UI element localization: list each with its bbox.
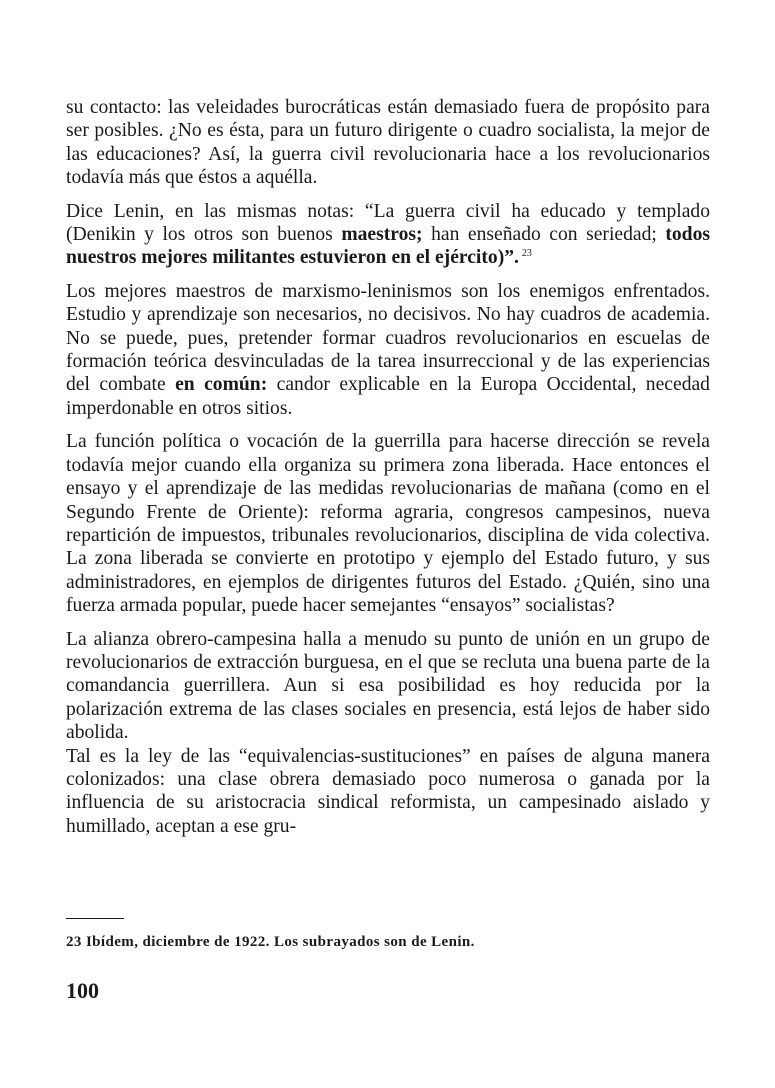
paragraph-3-text-b: candor explicable en la Europa Occidental, necedad imperdonable en otros sitios. — [66, 374, 710, 419]
paragraph-2-bold-b: todos nuestros mejores militantes estuvieron en el ejército)”. — [66, 224, 710, 269]
paragraph-6: Tal es la ley de las “equivalencias-sustituciones” en países de alguna manera colonizados: una clase obrera demasiado poco numerosa o ganada por la influencia de su aristocracia sindical reformista, un campesinado aislado y humillado, aceptan a ese gru- — [66, 745, 710, 837]
body-text — [66, 96, 710, 838]
paragraph-3-text-a: Los mejores maestros de marxismo-leninismos son los enemigos enfrentados. Estudio y aprendizaje son necesarios, no decisivos. No hay cuadros de academia. No se puede, pues, pretender formar cuadros revolucionarios en escuelas de formación teórica desvinculadas de la tarea insurreccional y de las experiencias del combate — [66, 280, 710, 396]
paragraph-1: su contacto: las veleidades burocráticas están demasiado fuera de propósito para ser posibles. ¿No es ésta, para un futuro dirigente o cuadro socialista, la mejor de las educaciones? Así, la guerra civil revolucionaria hace a los revolucionarios todavía más que éstos a aquélla. — [66, 97, 710, 189]
paragraph-2 — [66, 200, 710, 270]
paragraph-2-text-b: han enseñado con seriedad; — [422, 224, 666, 246]
footnote-reference[interactable]: 23 — [521, 247, 532, 259]
footnote: 23 Ibídem, diciembre de 1922. Los subrayados son de Lenin. — [66, 934, 475, 950]
paragraph-5: La alianza obrero-campesina halla a menudo su punto de unión en un grupo de revolucionarios de extracción burguesa, en el que se recluta una buena parte de la comandancia guerrillera. Aun si esa posibilidad es hoy reducida por la polarización extrema de las clases sociales en presencia, está lejos de haber sido abolida. — [66, 628, 710, 744]
paragraph-3 — [66, 280, 710, 420]
page-number: 100 — [66, 978, 99, 1003]
paragraph-3-bold: en común: — [175, 374, 268, 396]
paragraph-2-text-a: Dice Lenin, en las mismas notas: “La guerra civil ha educado y templado (Denikin y los otros son buenos — [66, 200, 710, 246]
footnote-divider — [66, 918, 124, 919]
paragraph-2-bold-a: maestros; — [341, 224, 423, 246]
paragraph-4: La función política o vocación de la guerrilla para hacerse dirección se revela todavía mejor cuando ella organiza su primera zona liberada. Hace entonces el ensayo y el aprendizaje de las medidas revolucionarias de mañana (como en el Segundo Frente de Oriente): reforma agraria, congresos campesinos, nueva repartición de impuestos, tribunales revolucionarios, disciplina de vida colectiva. La zona liberada se convierte en prototipo y ejemplo del Estado futuro, y sus administradores, en ejemplos de dirigentes futuros del Estado. ¿Quién, sino una fuerza armada popular, puede hacer semejantes “ensayos” socialistas? — [66, 431, 710, 617]
